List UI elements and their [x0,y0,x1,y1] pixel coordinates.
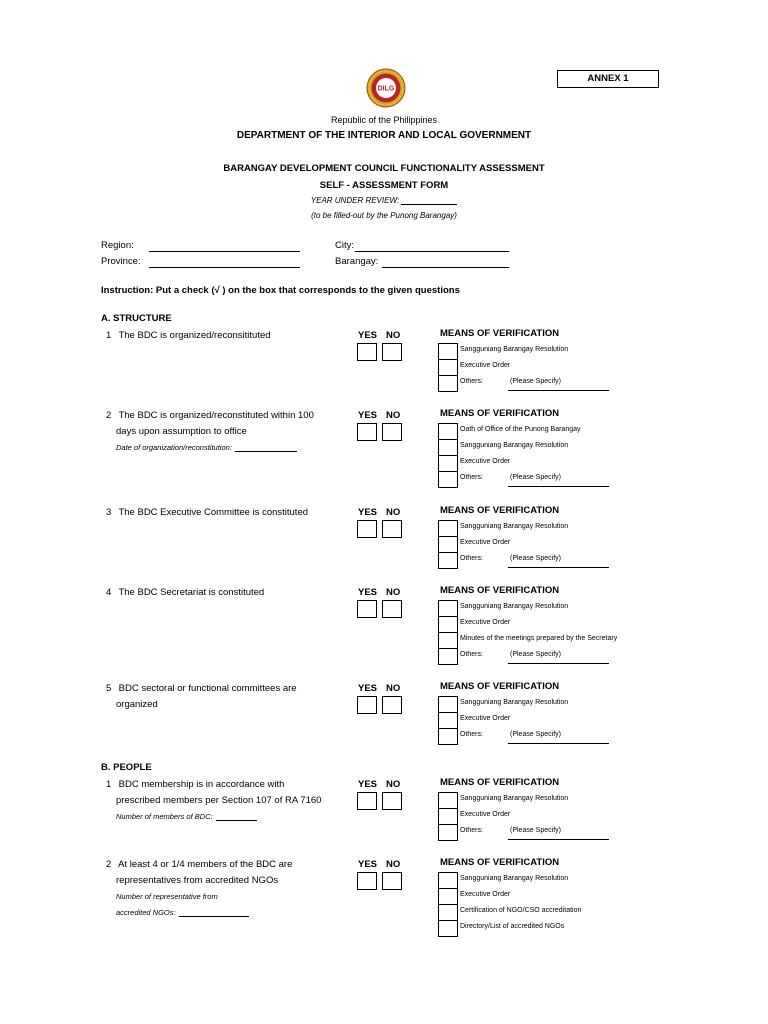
question-line: The BDC Executive Committee is constituted [118,507,309,518]
question-number: 1 [106,779,112,790]
mov-checkbox[interactable] [438,712,458,729]
republic-text: Republic of the Philippines [330,115,438,125]
mov-checkbox[interactable] [438,920,458,937]
no-checkbox[interactable] [382,792,402,810]
no-checkbox[interactable] [382,423,402,441]
mov-option-label: Sangguniang Barangay Resolution [460,346,569,353]
mov-option-label: Others: [460,474,483,481]
year-label: YEAR UNDER REVIEW: [310,196,400,205]
province-field[interactable] [149,267,300,268]
mov-checkbox[interactable] [438,423,458,440]
question-text [106,777,326,809]
yes-label: YES [358,507,378,518]
mov-title: MEANS OF VERIFICATION [440,777,560,788]
region-label: Region: [101,240,134,251]
please-specify-field[interactable] [508,390,609,391]
mov-option-label: Directory/List of accredited NGOs [460,923,565,930]
mov-checkbox[interactable] [438,632,458,649]
mov-checkbox[interactable] [438,552,458,569]
mov-option-label: Certification of NGO/CSO accreditation [460,907,582,914]
question-number: 3 [106,507,112,518]
section-people-heading: B. PEOPLE [101,762,152,773]
mov-checkbox[interactable] [438,824,458,841]
yes-checkbox[interactable] [357,696,377,714]
question-text [106,328,326,344]
mov-checkbox[interactable] [438,888,458,905]
city-label: City: [335,240,354,251]
department-title: DEPARTMENT OF THE INTERIOR AND LOCAL GOVERNMENT [236,130,532,141]
question-line: BDC sectoral or functional committees are [118,683,297,694]
question-text [106,585,326,601]
mov-checkbox[interactable] [438,455,458,472]
mov-checkbox[interactable] [438,536,458,553]
date-field[interactable] [235,451,297,452]
subfield-label: accredited NGOs: [116,908,176,917]
no-label: NO [386,779,401,790]
member-count-field[interactable] [216,820,257,821]
question-text [106,505,326,521]
region-field[interactable] [149,251,300,252]
mov-checkbox[interactable] [438,375,458,392]
yes-checkbox[interactable] [357,792,377,810]
form-subtitle: SELF - ASSESSMENT FORM [319,180,449,191]
no-checkbox[interactable] [382,520,402,538]
question-text [106,408,326,440]
mov-checkbox[interactable] [438,904,458,921]
mov-option-label: Executive Order [460,458,511,465]
mov-title: MEANS OF VERIFICATION [440,505,560,516]
please-specify-label: (Please Specify) [510,378,561,385]
mov-title: MEANS OF VERIFICATION [440,681,560,692]
no-label: NO [386,410,401,421]
mov-checkbox[interactable] [438,872,458,889]
mov-checkbox[interactable] [438,600,458,617]
mov-option-label: Executive Order [460,811,511,818]
mov-option-label: Executive Order [460,619,511,626]
no-label: NO [386,859,401,870]
annex-label: ANNEX 1 [557,70,659,88]
question-text [106,857,326,889]
question-subfield [116,908,249,917]
subfield-label: Date of organization/reconstitution: [116,443,232,452]
mov-option-label: Executive Order [460,362,511,369]
mov-title: MEANS OF VERIFICATION [440,857,560,868]
subfield-label: Number of members of BDC: [116,812,213,821]
mov-option-label: Minutes of the meetings prepared by the Secretary [460,635,618,642]
mov-title: MEANS OF VERIFICATION [440,585,560,596]
question-line: representatives from accredited NGOs [116,875,279,886]
question-text [106,681,326,713]
section-structure-heading: A. STRUCTURE [101,313,172,324]
please-specify-label: (Please Specify) [510,827,561,834]
barangay-label: Barangay: [335,256,379,267]
mov-option-label: Executive Order [460,891,511,898]
yes-label: YES [358,779,378,790]
yes-checkbox[interactable] [357,872,377,890]
yes-label: YES [358,587,378,598]
yes-checkbox[interactable] [357,600,377,618]
mov-checkbox[interactable] [438,616,458,633]
mov-checkbox[interactable] [438,439,458,456]
question-line: organized [116,699,158,710]
mov-checkbox[interactable] [438,648,458,665]
no-checkbox[interactable] [382,872,402,890]
question-line: The BDC Secretariat is constituted [118,587,265,598]
question-line: At least 4 or 1/4 members of the BDC are [118,859,293,870]
yes-checkbox[interactable] [357,343,377,361]
question-line: BDC membership is in accordance with [118,779,285,790]
yes-label: YES [358,410,378,421]
mov-option-label: Sangguniang Barangay Resolution [460,442,569,449]
yes-label: YES [358,859,378,870]
question-line: prescribed members per Section 107 of RA 7160 [116,795,322,806]
question-subfield [116,443,297,452]
fill-note: (to be filled-out by the Punong Barangay) [311,211,457,220]
year-under-review [0,196,768,205]
yes-checkbox[interactable] [357,520,377,538]
mov-option-label: Others: [460,651,483,658]
mov-checkbox[interactable] [438,359,458,376]
barangay-field[interactable] [382,267,509,268]
please-specify-field[interactable] [508,486,609,487]
question-line: The BDC is organized/reconsitituted [118,330,271,341]
mov-checkbox[interactable] [438,471,458,488]
question-number: 2 [106,410,112,421]
question-number: 5 [106,683,112,694]
yes-checkbox[interactable] [357,423,377,441]
mov-option-label: Sangguniang Barangay Resolution [460,699,569,706]
mov-checkbox[interactable] [438,696,458,713]
mov-checkbox[interactable] [438,728,458,745]
please-specify-label: (Please Specify) [510,474,561,481]
no-label: NO [386,330,401,341]
form-title: BARANGAY DEVELOPMENT COUNCIL FUNCTIONALITY ASSESSMENT [223,163,545,174]
please-specify-label: (Please Specify) [510,731,561,738]
mov-option-label: Others: [460,731,483,738]
question-number: 1 [106,330,112,341]
yes-label: YES [358,330,378,341]
yes-label: YES [358,683,378,694]
please-specify-label: (Please Specify) [510,555,561,562]
please-specify-field[interactable] [508,567,609,568]
mov-option-label: Executive Order [460,715,511,722]
mov-option-label: Sangguniang Barangay Resolution [460,603,569,610]
mov-option-label: Sangguniang Barangay Resolution [460,523,569,530]
dilg-seal-logo [366,68,406,108]
mov-checkbox[interactable] [438,343,458,360]
mov-option-label: Others: [460,827,483,834]
question-number: 2 [106,859,112,870]
no-label: NO [386,683,401,694]
mov-option-label: Executive Order [460,539,511,546]
question-line: The BDC is organized/reconstituted within 100 [118,410,314,421]
mov-option-label: Others: [460,378,483,385]
no-label: NO [386,587,401,598]
mov-option-label: Sangguniang Barangay Resolution [460,875,569,882]
mov-checkbox[interactable] [438,808,458,825]
no-label: NO [386,507,401,518]
city-field[interactable] [355,251,509,252]
mov-option-label: Others: [460,555,483,562]
ngo-count-field[interactable] [179,916,249,917]
please-specify-field[interactable] [508,839,609,840]
no-checkbox[interactable] [382,696,402,714]
no-checkbox[interactable] [382,343,402,361]
question-line: days upon assumption to office [116,426,247,437]
mov-checkbox[interactable] [438,520,458,537]
mov-option-label: Sangguniang Barangay Resolution [460,795,569,802]
please-specify-field[interactable] [508,663,609,664]
mov-option-label: Oath of Office of the Punong Barangay [460,426,581,433]
mov-title: MEANS OF VERIFICATION [440,328,560,339]
question-number: 4 [106,587,112,598]
no-checkbox[interactable] [382,600,402,618]
please-specify-field[interactable] [508,743,609,744]
instruction-text: Instruction: Put a check (√ ) on the box that corresponds to the given questions [101,285,460,296]
question-subfield-label: Number of representative from [116,892,218,901]
province-label: Province: [101,256,141,267]
mov-title: MEANS OF VERIFICATION [440,408,560,419]
mov-checkbox[interactable] [438,792,458,809]
please-specify-label: (Please Specify) [510,651,561,658]
question-subfield [116,812,257,821]
seal-text: DILG [377,85,395,93]
year-field[interactable] [401,204,457,205]
